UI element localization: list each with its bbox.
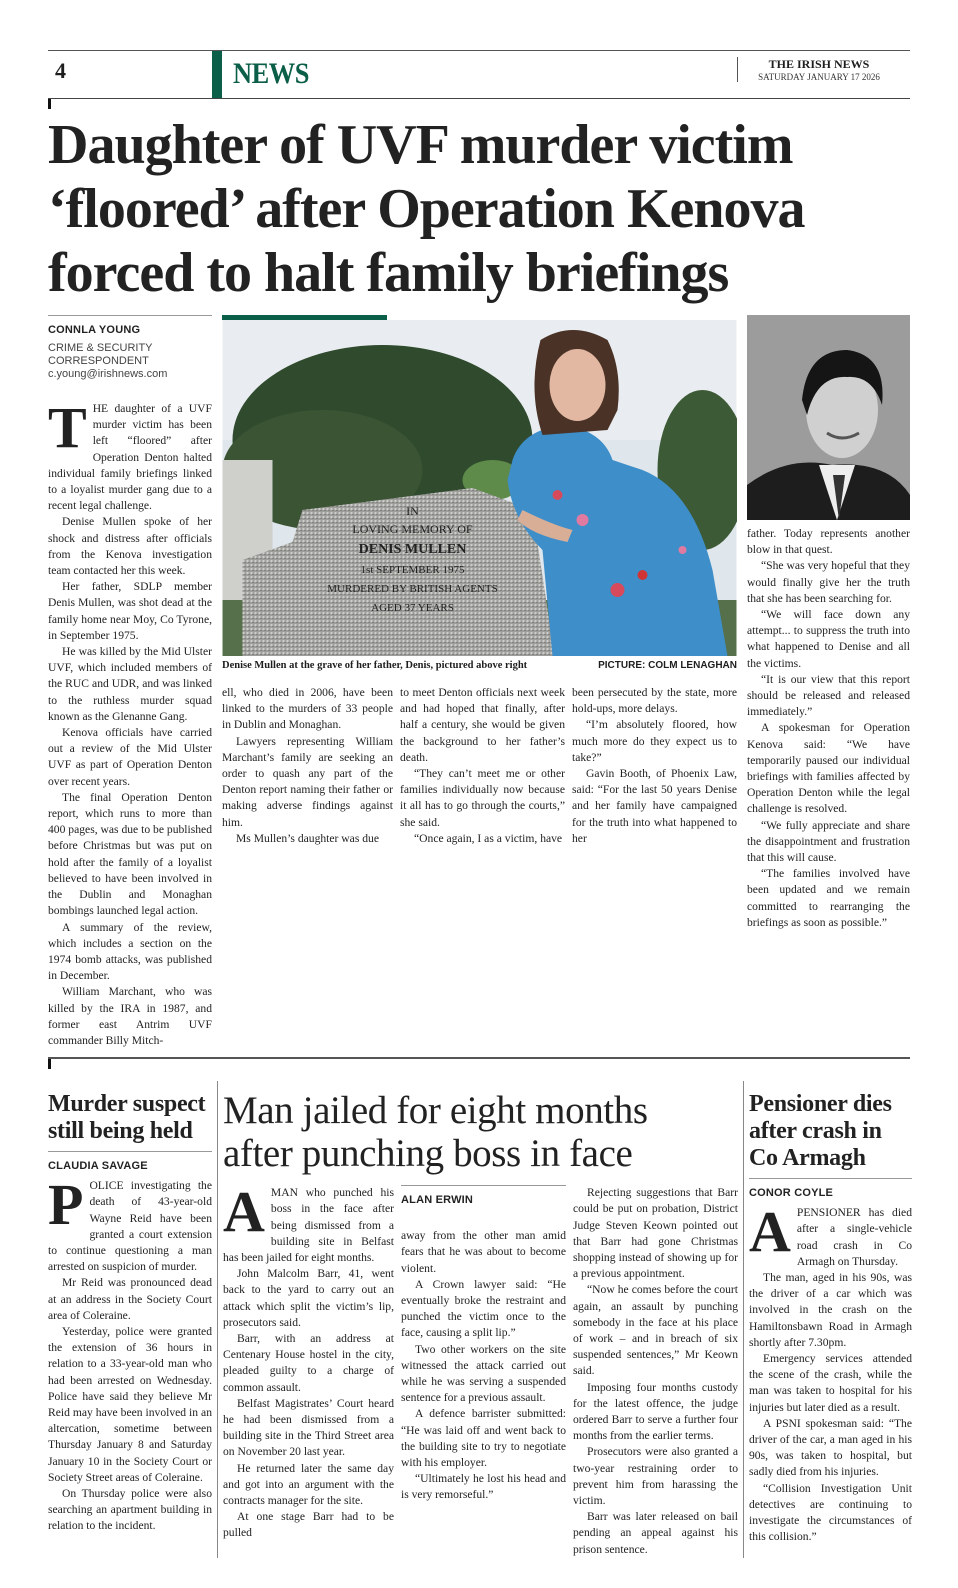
paragraph: Barr, with an address at Centenary House hostel in the city, pleaded guilty to a charge of common assault. bbox=[223, 1331, 394, 1394]
paragraph: “The families involved have been updated and we remain committed to rearranging the briefings as soon as possible.” bbox=[747, 867, 910, 929]
paragraphs bbox=[48, 1275, 212, 1534]
murder-story-column bbox=[48, 1172, 212, 1534]
murder-story-byline: CLAUDIA SAVAGE bbox=[48, 1160, 148, 1173]
paragraph: Mr Reid was pronounced dead at an address in the Society Court area of Coleraine. bbox=[48, 1276, 212, 1322]
lead-text: MAN who punched his boss in the face after being dismissed from a building site in Belfast has been jailed for eight months. bbox=[223, 1186, 394, 1264]
jailed-story-byline: ALAN ERWIN bbox=[401, 1194, 474, 1207]
paragraph: “I’m absolutely floored, how much more do they expect us to take?” bbox=[572, 718, 737, 764]
section-title: NEWS bbox=[233, 57, 309, 90]
inscription-line: DENIS MULLEN bbox=[358, 542, 467, 557]
paragraph: The final Operation Denton report, which runs to more than 400 pages, was due to be published before Christmas but was put on hold after the family of a loyalist believed to have been involved in the Dublin and Monaghan bombings launched legal action. bbox=[48, 790, 212, 918]
main-story-column-1 bbox=[48, 395, 212, 1049]
paragraph: away from the other man amid fears that he was about to become violent. bbox=[401, 1229, 566, 1275]
main-story-right bbox=[747, 315, 910, 931]
paragraph: been persecuted by the state, more hold-ups, more delays. bbox=[572, 686, 737, 716]
main-story-column-2 bbox=[222, 685, 393, 847]
main-story-column-5 bbox=[747, 526, 910, 931]
inscription-line: IN bbox=[406, 504, 419, 518]
paragraph: A Crown lawyer said: “He eventually broke the restraint and punched the victim once to the face, causing a split lip.” bbox=[401, 1277, 566, 1340]
main-byline bbox=[48, 324, 212, 381]
paragraph: Kenova officials have carried out a review of the Mid Ulster UVF as part of Operation Denton over recent years. bbox=[48, 726, 212, 788]
paragraph: A defence barrister submitted: “He was laid off and went back to the building site to try to negotiate with his employer. bbox=[401, 1407, 566, 1469]
headline-line: still being held bbox=[48, 1118, 193, 1145]
paragraph: Yesterday, police were granted the extension of 36 hours in relation to a 33-year-old man who had been arrested on Wednesday. Police have said they believe Mr Reid may have been involved in an altercation, sometime between Thursday January 8 and Saturday January 10 in the Society Court or Society Street areas of Coleraine. bbox=[48, 1324, 212, 1484]
paragraph: “Now he comes before the court again, an assault by punching somebody in the face at his place of work – and in breach of six suspended sentences,” Mr Keown said. bbox=[573, 1283, 738, 1378]
grave-photo bbox=[222, 320, 737, 656]
paragraph: Emergency services attended the scene of the crash, while the man was taken to hospital for his injuries but later died as a result. bbox=[749, 1351, 912, 1414]
paragraph: A summary of the review, which includes a section on the 1974 bomb attacks, was published in December. bbox=[48, 920, 212, 983]
inscription-line: LOVING MEMORY OF bbox=[352, 522, 473, 536]
murder-story-headline bbox=[48, 1091, 212, 1152]
paragraph: “Once again, I as a victim, have bbox=[414, 831, 563, 845]
drop-cap: A bbox=[749, 1199, 791, 1265]
page-number: 4 bbox=[55, 58, 66, 83]
paper-name: THE IRISH NEWS bbox=[768, 57, 870, 71]
paragraph: Two other workers on the site witnessed the attack carried out while he was serving a suspended sentence for a previous assault. bbox=[401, 1342, 566, 1405]
drop-cap: A bbox=[223, 1179, 265, 1245]
portrait-photo bbox=[747, 315, 910, 520]
jailed-story bbox=[223, 1081, 738, 1558]
issue-date: SATURDAY JANUARY 17 2026 bbox=[758, 72, 880, 82]
headline-line: Daughter of UVF murder victim bbox=[48, 114, 793, 176]
pensioner-story-byline: CONOR COYLE bbox=[749, 1187, 834, 1200]
paragraph: Barr was later released on bail pending an appeal against his prison sentence. bbox=[573, 1510, 738, 1556]
byline-rule bbox=[401, 1185, 566, 1186]
paragraph: ell, who died in 2006, have been linked to the murders of 33 people in Dublin and Monaghan. bbox=[222, 686, 393, 732]
story-divider bbox=[48, 1057, 910, 1059]
paragraphs bbox=[749, 1270, 912, 1545]
main-story-continuation bbox=[222, 685, 737, 847]
main-story-column-4 bbox=[572, 685, 737, 847]
main-story-column-3 bbox=[400, 685, 565, 847]
secondary-stories bbox=[48, 1081, 910, 1558]
paragraph: Prosecutors were also granted a two-year restraining order to prevent him from harassing the victim. bbox=[573, 1445, 738, 1507]
paragraph: Denise Mullen spoke of her shock and distress after officials from the Kenova investigation team contacted her this week. bbox=[48, 515, 212, 578]
jailed-story-column-2 bbox=[401, 1228, 566, 1503]
column-rule bbox=[743, 1081, 744, 1558]
lead-paragraph bbox=[48, 1172, 212, 1275]
drop-cap: T bbox=[48, 395, 87, 460]
paragraph: to meet Denton officials next week and had hoped that finally, after half a century, she would be given the background to her father’s death. bbox=[400, 686, 565, 764]
byline-rule bbox=[48, 315, 212, 316]
pensioner-story-column bbox=[749, 1199, 912, 1545]
author-role: CORRESPONDENT bbox=[48, 355, 149, 367]
lead-paragraph bbox=[223, 1179, 394, 1266]
main-story-left bbox=[48, 315, 212, 1049]
paragraph: Rejecting suggestions that Barr could be put on probation, District Judge Steven Keown pointed out that Barr had gone Christmas shopping instead of showing up for a previous appointment. bbox=[573, 1186, 738, 1281]
paragraph: Her father, SDLP member Denis Mullen, was shot dead at the family home near Moy, Co Tyrone, in September 1975. bbox=[48, 580, 212, 642]
inscription-line: AGED 37 YEARS bbox=[371, 602, 454, 614]
paragraphs bbox=[223, 1266, 394, 1541]
paragraph: Lawyers representing William Marchant’s family are seeking an order to quash any part of the Denton report naming their father or making adverse findings against him. bbox=[222, 734, 393, 829]
paragraph: The man, aged in his 90s, was the driver of a car which was involved in the crash on the Hamiltonsbawn Road in Armagh shortly after 7.30pm. bbox=[749, 1270, 912, 1349]
paragraph: Gavin Booth, of Phoenix Law, said: “For the last 50 years Denise and her family have campaigned for the truth into what happened to her bbox=[572, 767, 737, 845]
photo-credit: PICTURE: COLM LENAGHAN bbox=[598, 660, 737, 671]
paragraph: father. Today represents another blow in that quest. bbox=[747, 527, 910, 557]
paragraph: William Marchant, who was killed by the IRA in 1987, and former east Antrim UVF commander Billy Mitch- bbox=[48, 985, 212, 1047]
author-name: CONNLA YOUNG bbox=[48, 324, 141, 336]
jailed-story-column-3 bbox=[573, 1185, 738, 1558]
paragraph: “Ultimately he lost his head and is very remorseful.” bbox=[401, 1472, 566, 1502]
paragraph: Ms Mullen’s daughter was due bbox=[236, 831, 379, 845]
lead-paragraph bbox=[48, 395, 212, 514]
paragraph: “We will face down any attempt... to suppress the truth into what happened to Denise and all the victims. bbox=[747, 608, 910, 670]
lead-text: PENSIONER has died after a single-vehicle road crash in Co Armagh on Thursday. bbox=[796, 1206, 912, 1268]
jailed-story-column-2-wrap bbox=[401, 1185, 566, 1503]
story-marker bbox=[48, 1059, 51, 1069]
headline-line: ‘floored’ after Operation Kenova bbox=[48, 178, 805, 240]
paragraph: A PSNI spokesman said: “The driver of the car, a man aged in his 90s, was taken to hospital, but sadly died from his injuries. bbox=[749, 1416, 912, 1479]
lead-text: OLICE investigating the death of 43-year-old Wayne Reid have been granted a court extension to continue questioning a man arrested on suspicion of murder. bbox=[48, 1179, 212, 1274]
paragraph: “It is our view that this report should be released and released immediately.” bbox=[747, 672, 910, 719]
paragraph: Belfast Magistrates’ Court heard he had been dismissed from a building site in the Third Street area on November 20 last year. bbox=[223, 1396, 394, 1459]
jailed-story-column-1 bbox=[223, 1179, 394, 1541]
drop-cap: P bbox=[48, 1172, 84, 1238]
paragraph: He was killed by the Mid Ulster UVF, which included members of the RUC and UDR, and was linked to the ruthless murder squad known as the Glenanne Gang. bbox=[48, 645, 212, 723]
paragraph: John Malcolm Barr, 41, went back to the yard to carry out an attack which split the victim’s lip, prosecutors said. bbox=[223, 1267, 394, 1329]
jailed-story-columns bbox=[223, 1179, 738, 1558]
headline-line: forced to halt family briefings bbox=[48, 242, 729, 304]
paragraph: “She was very hopeful that they would finally give her the truth that she has been searching for. bbox=[747, 559, 910, 605]
headline-line: after crash in bbox=[749, 1118, 882, 1145]
pensioner-story-headline bbox=[749, 1091, 912, 1179]
headline-line: Man jailed for eight months bbox=[223, 1089, 648, 1133]
headline-line: Pensioner dies bbox=[749, 1091, 892, 1118]
paragraph: “They can’t meet me or other families individually now because it all has to go through the courts,” she said. bbox=[400, 767, 565, 829]
section-accent-bar bbox=[212, 51, 222, 98]
paragraph: Imposing four months custody for the latest offence, the judge ordered Barr to serve a further four months from the earlier terms. bbox=[573, 1380, 738, 1443]
paragraph: At one stage Barr had to be pulled bbox=[223, 1510, 394, 1540]
paragraph: A spokesman for Operation Kenova said: “We have temporarily paused our individual briefings with families affected by Operation Denton while the legal challenge is resolved. bbox=[747, 721, 910, 816]
pensioner-story bbox=[749, 1081, 912, 1558]
author-email[interactable]: c.young@irishnews.com bbox=[48, 368, 168, 380]
inscription-line: MURDERED BY BRITISH AGENTS bbox=[327, 583, 498, 595]
paper-info bbox=[737, 57, 894, 82]
lead-text: HE daughter of a UVF murder victim has been left “floored” after Operation Denton halted individual family briefings linked to a loyalist murder gang due to a recent legal challenge. bbox=[48, 402, 212, 513]
headline-line: after punching boss in face bbox=[223, 1132, 633, 1176]
paragraph: On Thursday police were also searching an apartment building in relation to the incident. bbox=[48, 1486, 212, 1533]
jailed-story-headline bbox=[223, 1089, 738, 1175]
paragraph: “Collision Investigation Unit detectives are continuing to investigate the circumstances of this collision.” bbox=[749, 1481, 912, 1544]
main-headline bbox=[48, 113, 910, 305]
paragraphs bbox=[48, 514, 212, 1049]
column-rule bbox=[217, 1081, 218, 1558]
headline-line: Co Armagh bbox=[749, 1145, 866, 1172]
author-role: CRIME & SECURITY bbox=[48, 342, 153, 354]
main-story-center bbox=[222, 315, 737, 847]
paragraph: He returned later the same day and got into an argument with the contracts manager for the site. bbox=[223, 1461, 394, 1507]
murder-story bbox=[48, 1081, 212, 1558]
headline-line: Murder suspect bbox=[48, 1091, 206, 1118]
headline-marker bbox=[48, 99, 51, 109]
lead-paragraph bbox=[749, 1199, 912, 1270]
main-story bbox=[48, 315, 910, 1049]
inscription-line: 1st SEPTEMBER 1975 bbox=[360, 564, 465, 576]
paragraph: “We fully appreciate and share the disappointment and frustration that this will cause. bbox=[747, 818, 910, 865]
caption-text: Denise Mullen at the grave of her father, Denis, pictured above right bbox=[222, 660, 528, 671]
masthead bbox=[48, 50, 910, 99]
photo-caption bbox=[222, 660, 737, 671]
